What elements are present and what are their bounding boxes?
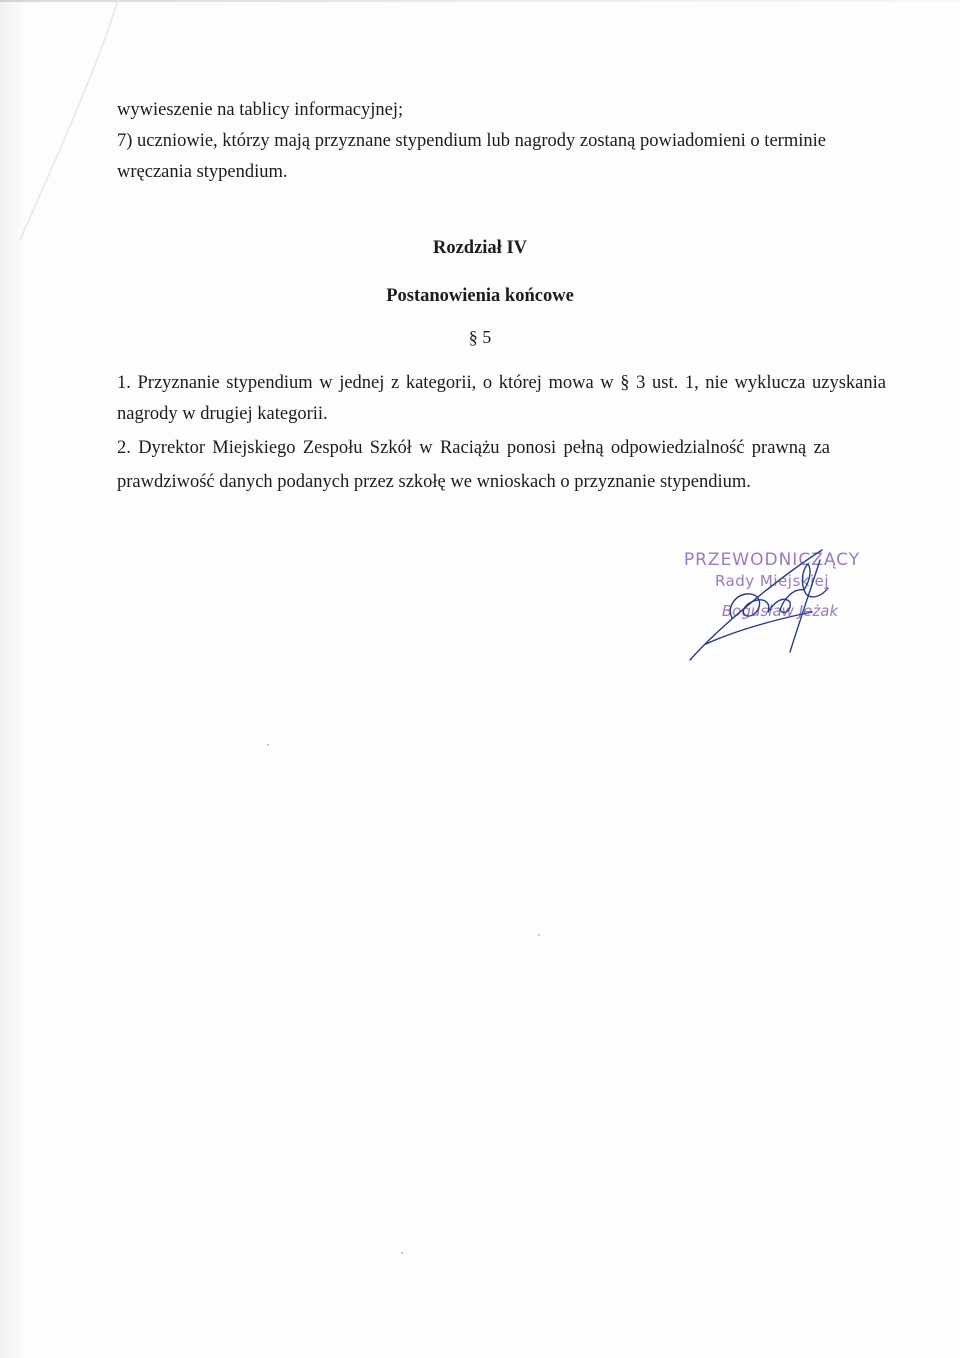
text-line-2: 7) uczniowie, którzy mają przyznane stypendium lub nagrody zostaną powiadomieni o terminie <box>117 131 826 151</box>
point-2-line-2: prawdziwość danych podanych przez szkołę we wnioskach o przyznanie stypendium. <box>117 472 751 492</box>
stamp-council: Rady Miejskiej <box>714 572 830 590</box>
chapter-subtitle: Postanowienia końcowe <box>386 286 574 306</box>
stamp-name: Bogusław Jeżak <box>721 602 839 620</box>
text-line-1: wywieszenie na tablicy informacyjnej; <box>117 100 404 120</box>
scan-speck <box>538 934 540 936</box>
official-stamp <box>672 540 872 670</box>
scan-top-edge <box>0 0 960 2</box>
chapter-title: Rozdział IV <box>432 238 528 258</box>
scan-speck <box>401 1252 403 1254</box>
section-mark: § 5 <box>468 327 492 347</box>
point-1-line-2: nagrody w drugiej kategorii. <box>117 404 328 424</box>
point-2-line-1: 2. Dyrektor Miejskiego Zespołu Szkół w Raciążu ponosi pełną odpowiedzialność prawną za <box>117 438 830 458</box>
point-1-line-1: 1. Przyznanie stypendium w jednej z kategorii, o której mowa w § 3 ust. 1, nie wyklucza uzyskania <box>117 373 886 393</box>
scan-fold-line <box>0 0 140 1358</box>
scan-speck <box>267 744 269 746</box>
text-line-3: wręczania stypendium. <box>117 162 288 182</box>
stamp-title: PRZEWODNICZĄCY <box>683 550 861 570</box>
handwritten-signature <box>672 540 872 670</box>
